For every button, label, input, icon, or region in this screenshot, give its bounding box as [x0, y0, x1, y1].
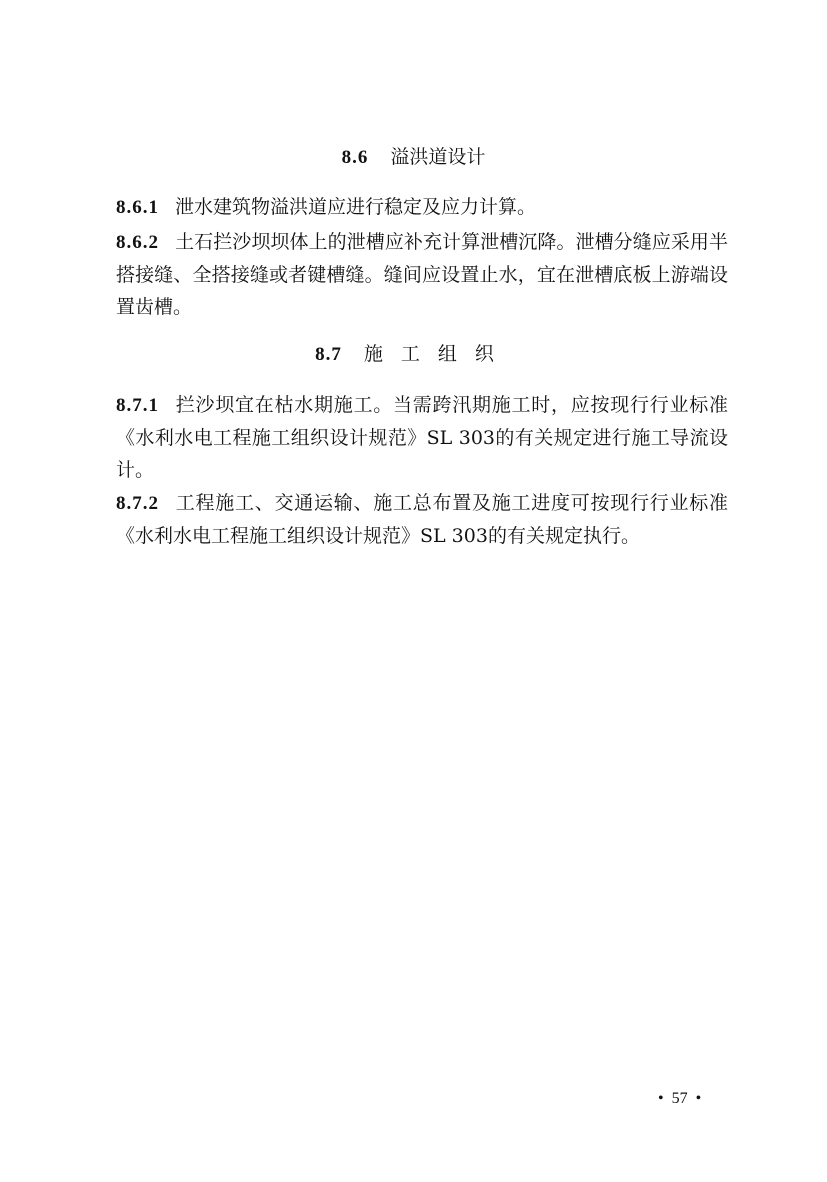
section-number: 8.6: [341, 147, 369, 168]
clause-number: 8.7.2: [116, 493, 159, 514]
clause-text: 工程施工、交通运输、施工总布置及施工进度可按现行行业标准《水利水电工程施工组织设计规范》SL 303的有关规定执行。: [116, 492, 728, 547]
clause-text: 拦沙坝宜在枯水期施工。当需跨汛期施工时，应按现行行业标准《水利水电工程施工组织设计规范》SL 303的有关规定进行施工导流设计。: [116, 394, 728, 481]
section-number: 8.7: [315, 344, 342, 365]
clause-text: 土石拦沙坝坝体上的泄槽应补充计算泄槽沉降。泄槽分缝应采用半搭接缝、全搭接缝或者键槽缝。缝间应设置止水，宜在泄槽底板上游端设置齿槽。: [116, 231, 728, 318]
clause-number: 8.6.1: [116, 197, 159, 218]
bullet-right: •: [695, 1090, 702, 1107]
section-title: 施工组织: [363, 343, 512, 365]
clause-text: 泄水建筑物溢洪道应进行稳定及应力计算。: [175, 196, 537, 218]
clause-8-6-1: [116, 191, 728, 224]
clause-number: 8.7.1: [116, 395, 159, 416]
clause-8-7-2: [116, 487, 728, 552]
page-number-value: 57: [671, 1090, 688, 1107]
page-number: [650, 1090, 709, 1108]
clause-number: 8.6.2: [116, 232, 159, 253]
section-heading-8-7: [0, 341, 827, 368]
section-title: 溢洪道设计: [390, 146, 486, 168]
bullet-left: •: [658, 1090, 664, 1107]
clause-8-7-1: [116, 389, 728, 486]
section-heading-8-6: [0, 144, 827, 171]
clause-8-6-2: [116, 226, 728, 323]
